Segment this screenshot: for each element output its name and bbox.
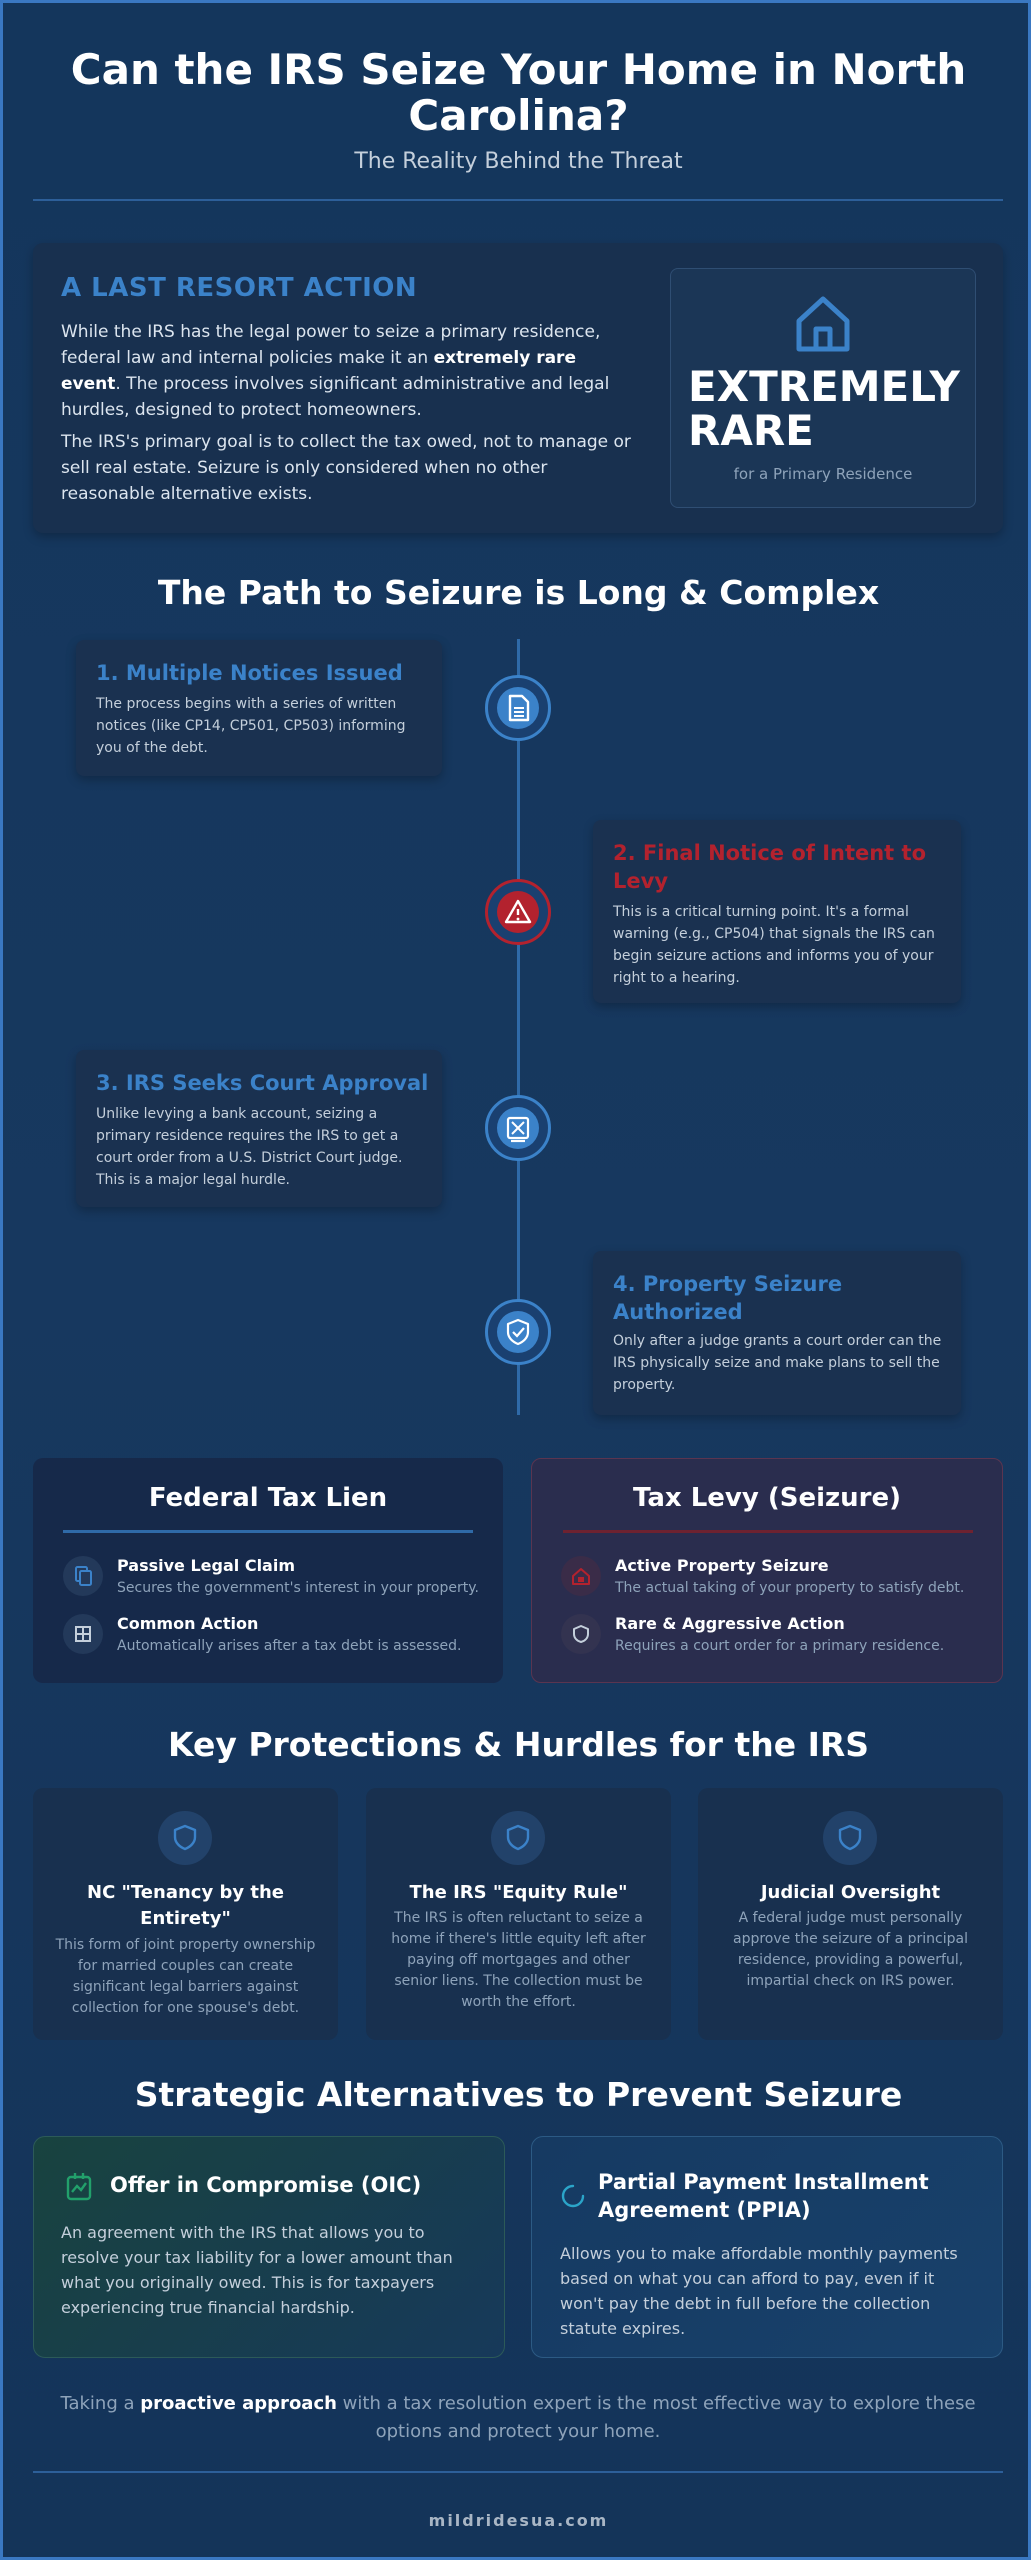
footer-note: Taking a proactive approach with a tax resolution expert is the most effective way to explore these options and protect your home. bbox=[60, 2393, 976, 2442]
lien-item-2-text: Automatically arises after a tax debt is assessed. bbox=[117, 1638, 462, 1654]
step-1-node bbox=[485, 675, 551, 741]
lien-item-2-title: Common Action bbox=[117, 1614, 259, 1633]
oic-title: Offer in Compromise (OIC) bbox=[110, 2173, 422, 2197]
intro-heading: A LAST RESORT ACTION bbox=[61, 273, 418, 303]
ppia-text: Allows you to make affordable monthly payments based on what you can afford to pay, even if it won't pay the debt in full before the collection statute expires. bbox=[560, 2244, 958, 2338]
copy-icon bbox=[63, 1556, 103, 1596]
shield-icon bbox=[491, 1811, 545, 1865]
lien-item-1-text: Secures the government's interest in your property. bbox=[117, 1580, 479, 1596]
levy-item-2-icon-wrap bbox=[561, 1614, 601, 1654]
protection-3-icon-wrap bbox=[823, 1811, 877, 1865]
page-title: Can the IRS Seize Your Home in North Carolina? bbox=[70, 45, 967, 140]
protection-2-icon-wrap bbox=[491, 1811, 545, 1865]
protection-3-title: Judicial Oversight bbox=[760, 1882, 941, 1903]
step-2-node bbox=[485, 879, 551, 945]
header-divider bbox=[33, 199, 1003, 201]
step-2-title: 2. Final Notice of Intent to Levy bbox=[613, 841, 927, 893]
protection-2-title: The IRS "Equity Rule" bbox=[409, 1882, 628, 1903]
footer-divider bbox=[33, 2471, 1003, 2473]
levy-title: Tax Levy (Seizure) bbox=[632, 1483, 902, 1513]
house-lock-icon bbox=[561, 1556, 601, 1596]
levy-item-2-title: Rare & Aggressive Action bbox=[615, 1614, 845, 1633]
protection-2-text: The IRS is often reluctant to seize a home if there's little equity left after paying off mortgages and other senior liens. The collection must be worth the effort. bbox=[391, 1910, 646, 2010]
lien-item-2-icon-wrap bbox=[63, 1614, 103, 1654]
path-section-title: The Path to Seizure is Long & Complex bbox=[157, 573, 880, 612]
step-1-text: The process begins with a series of written notices (like CP14, CP501, CP503) informing you of the debt. bbox=[96, 696, 406, 756]
footer-brand: mildridesua.com bbox=[428, 2511, 609, 2530]
document-icon bbox=[497, 687, 539, 729]
levy-item-1-title: Active Property Seizure bbox=[615, 1556, 829, 1575]
step-2-text: This is a critical turning point. It's a formal warning (e.g., CP504) that signals the IRS can begin seizure actions and informs you of your right to a hearing. bbox=[613, 904, 935, 986]
handshake-chart-icon bbox=[65, 2171, 93, 2201]
levy-divider bbox=[563, 1530, 973, 1533]
levy-item-1-icon-wrap bbox=[561, 1556, 601, 1596]
shield-icon bbox=[823, 1811, 877, 1865]
warning-icon bbox=[497, 891, 539, 933]
protections-section-title: Key Protections & Hurdles for the IRS bbox=[167, 1725, 870, 1764]
step-3-text: Unlike levying a bank account, seizing a primary residence requires the IRS to get a court order from a U.S. District Court judge. This is a major legal hurdle. bbox=[96, 1106, 403, 1188]
shield-icon bbox=[561, 1614, 601, 1654]
alternatives-section-title: Strategic Alternatives to Prevent Seizure bbox=[134, 2075, 903, 2114]
rare-word: EXTREMELY RARE bbox=[688, 362, 960, 455]
intro-paragraph-2: The IRS's primary goal is to collect the tax owed, not to manage or sell real estate. Seizure is only considered when no other reasonable alternative exists. bbox=[61, 432, 631, 504]
shield-check-icon bbox=[497, 1311, 539, 1353]
levy-item-2-text: Requires a court order for a primary residence. bbox=[615, 1638, 945, 1654]
gavel-icon bbox=[497, 1107, 539, 1149]
step-3-title: 3. IRS Seeks Court Approval bbox=[96, 1071, 429, 1095]
ppia-title: Partial Payment Installment Agreement (PPIA) bbox=[598, 2170, 929, 2222]
step-4-title: 4. Property Seizure Authorized bbox=[613, 1272, 843, 1324]
page-subtitle: The Reality Behind the Threat bbox=[354, 149, 683, 174]
lien-divider bbox=[63, 1530, 473, 1533]
step-1-title: 1. Multiple Notices Issued bbox=[96, 661, 403, 685]
circular-progress-icon bbox=[560, 2183, 586, 2209]
protection-1-icon-wrap bbox=[158, 1811, 212, 1865]
house-icon bbox=[793, 293, 853, 355]
step-3-node bbox=[485, 1095, 551, 1161]
rare-sub: for a Primary Residence bbox=[733, 465, 913, 483]
lien-item-1-title: Passive Legal Claim bbox=[117, 1556, 296, 1575]
step-4-text: Only after a judge grants a court order can the IRS physically seize and make plans to sell the property. bbox=[613, 1333, 942, 1393]
oic-text: An agreement with the IRS that allows you to resolve your tax liability for a lower amount than what you originally owed. This is for taxpayers experiencing true financial hardship. bbox=[61, 2223, 453, 2317]
intro-paragraph-1: While the IRS has the legal power to seize a primary residence, federal law and internal policies make it an extremely rare event. The process involves significant administrative and legal hurdles, designed to protect homeowners. bbox=[61, 322, 610, 420]
protection-1-text: This form of joint property ownership for married couples can create significant legal barriers against collection for one spouse's debt. bbox=[55, 1937, 316, 2016]
levy-item-1-text: The actual taking of your property to satisfy debt. bbox=[615, 1580, 965, 1596]
step-4-node bbox=[485, 1299, 551, 1365]
protection-1-title: NC "Tenancy by the Entirety" bbox=[87, 1882, 284, 1929]
lien-item-1-icon-wrap bbox=[63, 1556, 103, 1596]
protection-3-text: A federal judge must personally approve the seizure of a principal residence, providing a powerful, impartial check on IRS power. bbox=[733, 1910, 968, 1989]
shield-icon bbox=[158, 1811, 212, 1865]
grid-icon bbox=[63, 1614, 103, 1654]
lien-title: Federal Tax Lien bbox=[148, 1483, 388, 1513]
